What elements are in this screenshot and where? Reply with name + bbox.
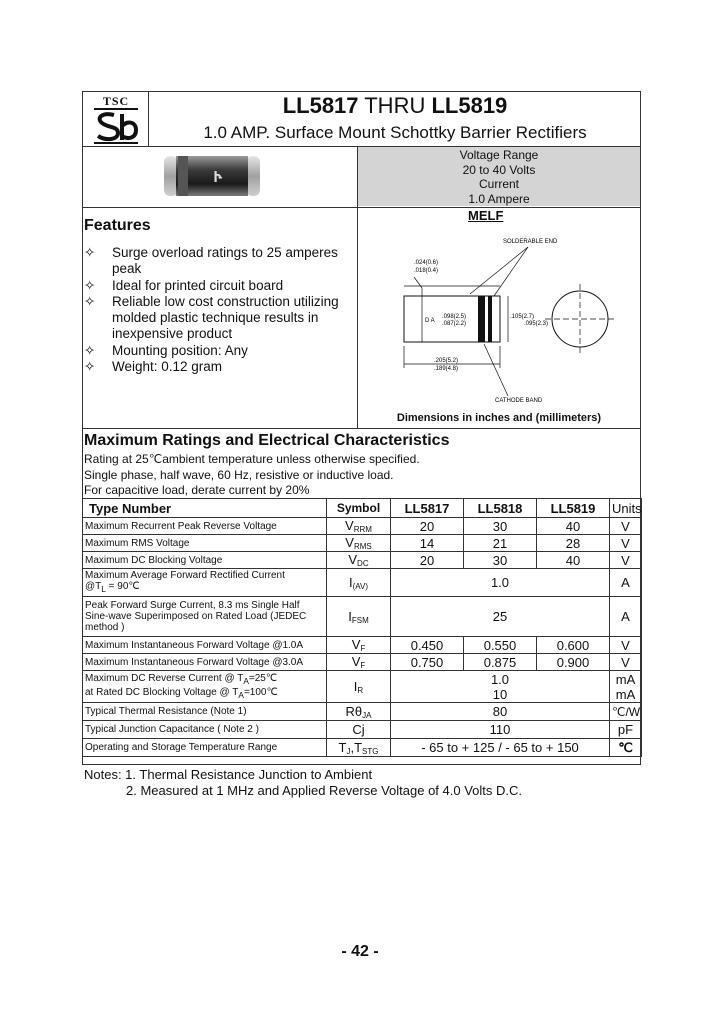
param-line	[85, 673, 324, 687]
feature-item	[84, 245, 354, 278]
dim-d1: .205(5.2)	[434, 358, 459, 364]
voltage-range-value: 20 to 40 Volts	[462, 162, 536, 177]
param-line: Maximum Average Forward Rectified Current	[85, 570, 285, 581]
value-cell: 80	[391, 703, 610, 721]
dim-d2: .189(4.8)	[434, 366, 459, 372]
dim-a2: .018(0.4)	[414, 268, 439, 274]
param-cell: Maximum DC Blocking Voltage	[83, 552, 327, 569]
bullet-icon: ✧	[84, 342, 96, 358]
bullet-icon: ✧	[84, 293, 96, 309]
symbol-cell	[327, 703, 391, 721]
svg-text:Ⴡ: Ⴡ	[213, 170, 223, 186]
symbol-text: V	[345, 518, 354, 533]
value-cell: 30	[464, 518, 537, 535]
param-cell	[83, 597, 327, 637]
symbol-header: Symbol	[327, 499, 391, 518]
symbol-sub: R	[357, 685, 364, 695]
max-ratings-title: Maximum Ratings and Electrical Characteristics	[84, 432, 450, 449]
symbol-sub: (AV)	[352, 581, 369, 591]
unit-cell: ℃/W	[610, 703, 642, 721]
unit-cell: V	[610, 535, 642, 552]
unit-cell: V	[610, 518, 642, 535]
table-row	[83, 671, 642, 703]
feature-text: Ideal for printed circuit board	[112, 277, 284, 293]
title-thru: THRU	[358, 93, 432, 118]
value-cell: 25	[391, 597, 610, 637]
current-label: Current	[478, 177, 519, 191]
rating-note-2: Single phase, half wave, 60 Hz, resistive or inductive load.	[84, 468, 394, 482]
param-text: =25℃	[248, 672, 278, 684]
param-cell: Maximum RMS Voltage	[83, 535, 327, 552]
feature-text: Weight: 0.12 gram	[112, 359, 223, 375]
symbol-text: I	[348, 574, 353, 590]
symbol-cell	[327, 671, 391, 703]
feature-item	[84, 294, 354, 343]
symbol-text: V	[348, 552, 358, 567]
param-line	[85, 581, 324, 595]
feature-item	[84, 278, 354, 294]
unit-cell: pF	[610, 721, 642, 739]
ll5819-header: LL5819	[537, 499, 610, 518]
unit-cell: A	[610, 597, 642, 637]
unit-cell: V	[610, 637, 642, 654]
symbol-cell	[327, 535, 391, 552]
dim-c2: .095(2.3)	[524, 321, 549, 327]
param-line: method )	[85, 622, 125, 633]
param-line	[85, 687, 324, 701]
feature-item	[84, 343, 354, 359]
unit-cell: ℃	[610, 739, 642, 757]
value-cell: 0.900	[537, 654, 610, 671]
param-text: =100℃	[243, 686, 278, 698]
ll5817-header: LL5817	[391, 499, 464, 518]
value-cell: 40	[537, 518, 610, 535]
table-row	[83, 721, 642, 739]
param-text: = 90℃	[105, 581, 140, 592]
dia-label: D A	[425, 318, 435, 324]
bullet-icon: ✧	[84, 359, 96, 375]
table-row	[83, 535, 642, 552]
dim-c1: .105(2.7)	[510, 314, 535, 320]
value-cell: 14	[391, 535, 464, 552]
param-cell	[83, 671, 327, 703]
features-list	[84, 245, 354, 375]
logo-text: TSC	[102, 94, 130, 108]
table-row	[83, 569, 642, 597]
symbol-cell	[327, 518, 391, 535]
note-line-2: 2. Measured at 1 MHz and Applied Reverse Voltage of 4.0 Volts D.C.	[126, 783, 522, 798]
param-sub: A	[238, 689, 244, 700]
param-text: at Rated DC Blocking Voltage @ T	[85, 686, 239, 698]
features-title: Features	[84, 217, 151, 234]
symbol-sub: J	[346, 746, 351, 756]
param-line: Peak Forward Surge Current, 8.3 ms Single Half	[85, 600, 300, 611]
table-row	[83, 703, 642, 721]
value-line: 1.0	[490, 671, 510, 687]
value-cell: 110	[391, 721, 610, 739]
symbol-cell	[327, 654, 391, 671]
note-line-1: Notes: 1. Thermal Resistance Junction to Ambient	[84, 767, 373, 782]
table-row	[83, 552, 642, 569]
symbol-sub: STG	[362, 746, 379, 756]
value-cell: - 65 to + 125 / - 65 to + 150	[391, 739, 610, 757]
param-cell	[83, 569, 327, 597]
value-cell: 0.600	[537, 637, 610, 654]
symbol-text: V	[345, 535, 354, 550]
param-cell: Maximum Recurrent Peak Reverse Voltage	[83, 518, 327, 535]
bullet-icon: ✧	[84, 245, 96, 260]
param-sub: A	[243, 675, 249, 686]
param-sub: L	[101, 584, 106, 594]
value-cell: 1.0	[391, 569, 610, 597]
table-header-row	[83, 499, 642, 518]
unit-cell: V	[610, 654, 642, 671]
dim-b1: .098(2.5)	[442, 314, 467, 320]
symbol-sub: F	[360, 644, 366, 653]
dim-a1: .024(0.6)	[414, 260, 439, 266]
package-outline-diagram	[358, 226, 640, 410]
page-subtitle: 1.0 AMP. Surface Mount Schottky Barrier Rectifiers	[203, 123, 587, 142]
symbol-text: V	[351, 637, 361, 652]
value-cell	[391, 671, 610, 703]
symbol-sub: JA	[362, 710, 372, 720]
ratings-summary-box	[358, 147, 640, 206]
value-cell: 28	[537, 535, 610, 552]
table-row	[83, 597, 642, 637]
symbol-text: I	[348, 608, 352, 624]
feature-text: Reliable low cost construction utilizing molded plastic technique results in inexpensive product	[112, 293, 339, 342]
param-text: Maximum DC Reverse Current @ T	[85, 672, 244, 684]
unit-line: mA	[615, 686, 636, 702]
value-cell: 0.450	[391, 637, 464, 654]
unit-line: mA	[615, 671, 636, 687]
unit-cell	[610, 671, 642, 703]
characteristics-table	[82, 498, 642, 757]
logo-divider	[148, 91, 149, 147]
symbol-text: Rθ	[345, 703, 363, 719]
value-line: 10	[492, 686, 508, 702]
value-cell: 0.750	[391, 654, 464, 671]
value-cell: 0.550	[464, 637, 537, 654]
bullet-icon: ✧	[84, 277, 96, 293]
dimensions-caption: Dimensions in inches and (millimeters)	[396, 412, 602, 424]
symbol-text: I	[353, 678, 358, 694]
rating-note-3: For capacitive load, derate current by 20%	[84, 483, 310, 497]
symbol-cell	[327, 637, 391, 654]
symbol-cell	[327, 739, 391, 757]
param-text: @T	[85, 581, 102, 592]
dim-b2: .087(2.2)	[442, 321, 467, 327]
symbol-sub: DC	[357, 559, 369, 568]
value-cell: 40	[537, 552, 610, 569]
solderable-end-label: SOLDERABLE END	[503, 239, 558, 245]
symbol-cell	[327, 721, 391, 739]
symbol-text: T	[338, 739, 347, 755]
symbol-cell	[327, 569, 391, 597]
unit-cell: A	[610, 569, 642, 597]
rating-note-1: Rating at 25℃ambient temperature unless otherwise specified.	[84, 452, 420, 466]
cathode-band-label: CATHODE BAND	[495, 398, 543, 404]
param-cell: Maximum Instantaneous Forward Voltage @3.0A	[83, 654, 327, 671]
param-cell: Operating and Storage Temperature Range	[83, 739, 327, 757]
ll5818-header: LL5818	[464, 499, 537, 518]
symbol-cell	[327, 597, 391, 637]
param-cell: Maximum Instantaneous Forward Voltage @1.0A	[83, 637, 327, 654]
title-part-2: LL5819	[431, 93, 508, 118]
param-line: Sine-wave Superimposed on Rated Load (JEDEC	[85, 611, 307, 622]
table-row	[83, 637, 642, 654]
symbol-sub: RRM	[353, 525, 372, 534]
value-cell: 20	[391, 518, 464, 535]
image-divider	[82, 207, 641, 208]
type-number-header: Type Number	[83, 499, 327, 518]
page-title	[150, 93, 640, 119]
diode-photo	[164, 154, 260, 198]
value-cell: 0.875	[464, 654, 537, 671]
units-header: Units	[610, 499, 642, 518]
voltage-range-label: Voltage Range	[459, 148, 539, 162]
symbol-text: Cj	[352, 722, 365, 737]
symbol-text: V	[351, 654, 361, 669]
feature-text: Surge overload ratings to 25 amperes peak	[112, 245, 338, 277]
page-number: - 42 -	[341, 943, 379, 960]
table-row	[83, 518, 642, 535]
symbol-sub: FSM	[351, 615, 369, 625]
param-cell: Typical Thermal Resistance (Note 1)	[83, 703, 327, 721]
feature-item	[84, 359, 354, 375]
current-value: 1.0 Ampere	[468, 191, 530, 206]
symbol-sub: F	[360, 661, 366, 670]
value-cell: 30	[464, 552, 537, 569]
features-divider	[82, 428, 641, 429]
symbol-text: ,T	[350, 739, 363, 755]
unit-cell: V	[610, 552, 642, 569]
tsc-logo-mark-icon	[88, 106, 144, 146]
tsc-logo	[88, 94, 144, 144]
value-cell: 20	[391, 552, 464, 569]
symbol-sub: RMS	[353, 542, 372, 551]
table-row	[83, 739, 642, 757]
feature-text: Mounting position: Any	[112, 342, 248, 358]
param-cell: Typical Junction Capacitance ( Note 2 )	[83, 721, 327, 739]
package-name: MELF	[468, 208, 504, 223]
title-part-1: LL5817	[282, 93, 359, 118]
notes	[84, 767, 522, 799]
table-row	[83, 654, 642, 671]
symbol-cell	[327, 552, 391, 569]
value-cell: 21	[464, 535, 537, 552]
